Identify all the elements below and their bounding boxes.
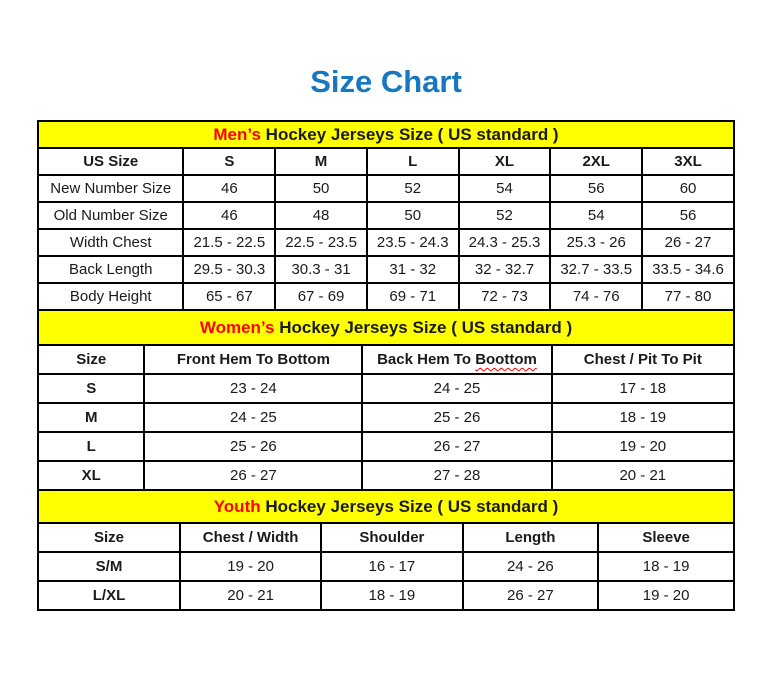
size-value: 74 - 76 <box>550 283 642 310</box>
size-value: 56 <box>550 175 642 202</box>
size-value: 24 - 26 <box>463 552 599 581</box>
size-value: 18 - 19 <box>321 581 462 610</box>
column-header: US Size <box>38 148 183 175</box>
size-value: 26 - 27 <box>362 432 551 461</box>
size-value: 67 - 69 <box>275 283 367 310</box>
row-label: XL <box>38 461 144 490</box>
size-value: 19 - 20 <box>552 432 734 461</box>
table-row <box>38 461 734 490</box>
size-value: 77 - 80 <box>642 283 734 310</box>
size-value: 25 - 26 <box>144 432 362 461</box>
row-label: L <box>38 432 144 461</box>
column-header: S <box>183 148 275 175</box>
column-header: 3XL <box>642 148 734 175</box>
size-value: 54 <box>459 175 551 202</box>
table-row <box>38 374 734 403</box>
table-row <box>38 552 734 581</box>
size-value: 30.3 - 31 <box>275 256 367 283</box>
section-header-rest: Hockey Jerseys Size ( US standard ) <box>265 496 559 516</box>
size-value: 65 - 67 <box>183 283 275 310</box>
size-value: 33.5 - 34.6 <box>642 256 734 283</box>
row-label: L/XL <box>38 581 180 610</box>
womens-section-highlight: Women’s <box>199 317 275 337</box>
size-value: 21.5 - 22.5 <box>183 229 275 256</box>
size-value: 31 - 32 <box>367 256 459 283</box>
row-label: M <box>38 403 144 432</box>
column-header: XL <box>459 148 551 175</box>
size-value: 50 <box>275 175 367 202</box>
size-value: 19 - 20 <box>180 552 321 581</box>
row-label: Width Chest <box>38 229 183 256</box>
table-row <box>38 175 734 202</box>
table-row <box>38 283 734 310</box>
youth-size-table <box>37 489 735 611</box>
section-header-rest: Hockey Jerseys Size ( US standard ) <box>265 124 559 144</box>
size-value: 19 - 20 <box>598 581 734 610</box>
size-value: 24.3 - 25.3 <box>459 229 551 256</box>
size-value: 26 - 27 <box>642 229 734 256</box>
column-header: Sleeve <box>598 523 734 552</box>
column-header: Length <box>463 523 599 552</box>
size-value: 56 <box>642 202 734 229</box>
column-header <box>362 345 551 374</box>
table-row <box>38 581 734 610</box>
size-value: 16 - 17 <box>321 552 462 581</box>
size-value: 32 - 32.7 <box>459 256 551 283</box>
column-header: M <box>275 148 367 175</box>
row-label: Old Number Size <box>38 202 183 229</box>
size-value: 29.5 - 30.3 <box>183 256 275 283</box>
size-value: 46 <box>183 175 275 202</box>
row-label: Body Height <box>38 283 183 310</box>
size-value: 69 - 71 <box>367 283 459 310</box>
section-header-text <box>38 121 734 148</box>
size-value: 23.5 - 24.3 <box>367 229 459 256</box>
size-value: 50 <box>367 202 459 229</box>
size-chart-tables <box>37 120 735 611</box>
table-row <box>38 523 734 552</box>
size-value: 24 - 25 <box>144 403 362 432</box>
table-row <box>38 256 734 283</box>
size-value: 18 - 19 <box>598 552 734 581</box>
column-header: Chest / Pit To Pit <box>552 345 734 374</box>
section-header-text <box>38 490 734 523</box>
youth-section-header <box>38 490 734 523</box>
table-row <box>38 148 734 175</box>
row-label: S/M <box>38 552 180 581</box>
youth-section-highlight: Youth <box>213 496 261 516</box>
section-header-text <box>38 310 734 345</box>
size-value: 46 <box>183 202 275 229</box>
row-label: S <box>38 374 144 403</box>
size-value: 27 - 28 <box>362 461 551 490</box>
mens-section-header <box>38 121 734 148</box>
row-label: Back Length <box>38 256 183 283</box>
size-value: 20 - 21 <box>180 581 321 610</box>
size-value: 52 <box>459 202 551 229</box>
table-row <box>38 345 734 374</box>
section-header-rest: Hockey Jerseys Size ( US standard ) <box>279 317 573 337</box>
table-row <box>38 432 734 461</box>
mens-section-highlight: Men’s <box>213 124 261 144</box>
size-value: 17 - 18 <box>552 374 734 403</box>
size-value: 18 - 19 <box>552 403 734 432</box>
misspelled-word: Boottom <box>475 351 537 368</box>
size-value: 24 - 25 <box>362 374 551 403</box>
page-title: Size Chart <box>310 64 462 99</box>
column-header-text: Back Hem To <box>377 351 472 368</box>
size-value: 48 <box>275 202 367 229</box>
size-value: 23 - 24 <box>144 374 362 403</box>
size-value: 26 - 27 <box>144 461 362 490</box>
column-header: Shoulder <box>321 523 462 552</box>
row-label: New Number Size <box>38 175 183 202</box>
table-row <box>38 202 734 229</box>
size-value: 20 - 21 <box>552 461 734 490</box>
size-value: 25.3 - 26 <box>550 229 642 256</box>
size-value: 60 <box>642 175 734 202</box>
size-value: 52 <box>367 175 459 202</box>
size-value: 25 - 26 <box>362 403 551 432</box>
size-value: 22.5 - 23.5 <box>275 229 367 256</box>
table-row <box>38 229 734 256</box>
womens-section-header <box>38 310 734 345</box>
column-header: 2XL <box>550 148 642 175</box>
mens-size-table <box>37 120 735 311</box>
column-header: Size <box>38 345 144 374</box>
column-header: Chest / Width <box>180 523 321 552</box>
column-header: Front Hem To Bottom <box>144 345 362 374</box>
size-value: 26 - 27 <box>463 581 599 610</box>
column-header: L <box>367 148 459 175</box>
column-header: Size <box>38 523 180 552</box>
table-row <box>38 403 734 432</box>
womens-size-table <box>37 309 735 491</box>
size-value: 72 - 73 <box>459 283 551 310</box>
size-value: 32.7 - 33.5 <box>550 256 642 283</box>
size-value: 54 <box>550 202 642 229</box>
